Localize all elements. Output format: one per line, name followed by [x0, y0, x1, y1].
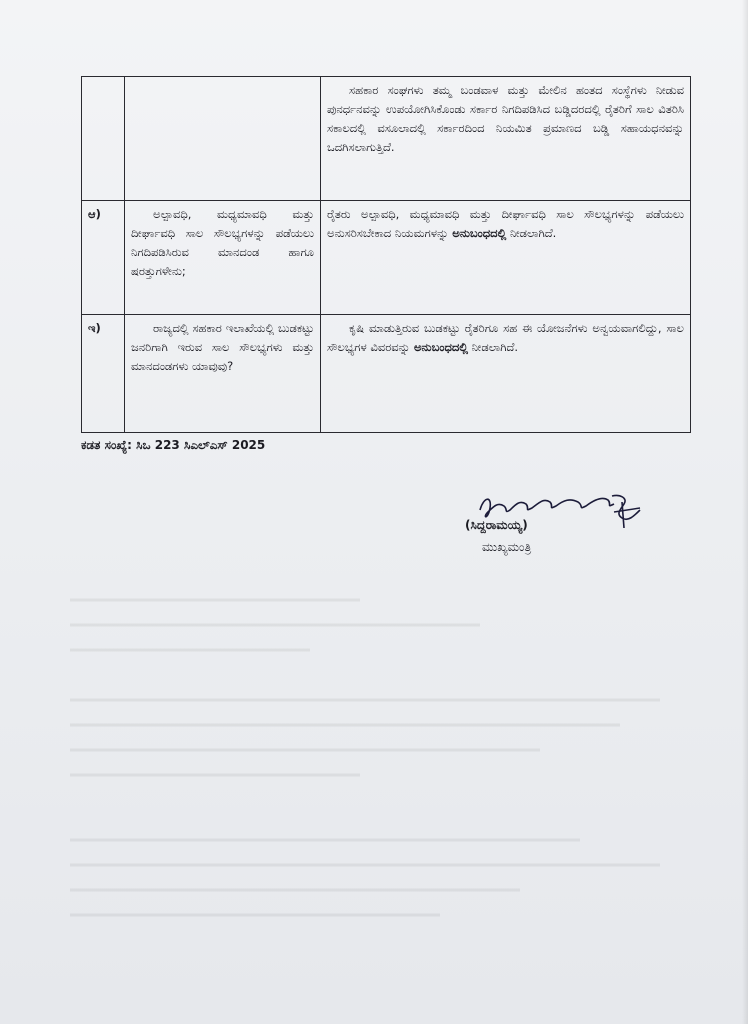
table-row [82, 315, 691, 433]
question-text: ಅಲ್ಪಾವಧಿ, ಮಧ್ಯಮಾವಧಿ ಮತ್ತು ದೀರ್ಘಾವಧಿ ಸಾಲ ಸೌಲಭ್ಯಗಳನ್ನು ಪಡೆಯಲು ನಿಗದಿಪಡಿಸಿರುವ ಮಾನದಂಡ ಹಾಗೂ ಷರತ್ತುಗಳೇನು; [131, 207, 314, 278]
answer-text: ಕೃಷಿ ಮಾಡುತ್ತಿರುವ ಬುಡಕಟ್ಟು ರೈತರಿಗೂ ಸಹ ಈ ಯೋಜನೆಗಳು ಅನ್ವಯವಾಗಲಿದ್ದು, ಸಾಲ ಸೌಲಭ್ಯಗಳ ವಿವರವನ್ನು [327, 321, 684, 354]
table-row [82, 201, 691, 315]
row-index [82, 77, 125, 201]
signatory-title: ಮುಖ್ಯಮಂತ್ರಿ [482, 540, 532, 554]
question-text: ರಾಜ್ಯದಲ್ಲಿ ಸಹಕಾರ ಇಲಾಖೆಯಲ್ಲಿ ಬುಡಕಟ್ಟು ಜನರಿಗಾಗಿ ಇರುವ ಸಾಲ ಸೌಲಭ್ಯಗಳು ಮತ್ತು ಮಾನದಂಡಗಳು ಯಾವುವು? [131, 321, 314, 373]
answer-text-end: ನೀಡಲಾಗಿದೆ. [468, 340, 519, 354]
table-row [82, 77, 691, 201]
row-question [125, 201, 321, 315]
signatory-name: (ಸಿದ್ದರಾಮಯ್ಯ) [465, 518, 528, 532]
file-reference: ಕಡತ ಸಂಖ್ಯೆ: ಸಿಒ 223 ಸಿಎಲ್ಎಸ್ 2025 [81, 438, 266, 452]
row-question [125, 315, 321, 433]
row-question [125, 77, 321, 201]
page-edge-shadow [742, 0, 748, 1024]
question-answer-table [81, 76, 691, 433]
row-answer [321, 315, 691, 433]
row-answer [321, 201, 691, 315]
answer-text: ರೈತರು ಅಲ್ಪಾವಧಿ, ಮಧ್ಯಮಾವಧಿ ಮತ್ತು ದೀರ್ಘಾವಧಿ ಸಾಲ ಸೌಲಭ್ಯಗಳನ್ನು ಪಡೆಯಲು ಅನುಸರಿಸಬೇಕಾದ ನಿಯಮಗಳನ್ನು [327, 207, 684, 240]
row-index: ಆ) [82, 201, 125, 315]
answer-emphasis: ಅನುಬಂಧದಲ್ಲಿ [452, 226, 507, 240]
row-answer [321, 77, 691, 201]
bleed-through-texture [60, 580, 700, 1000]
answer-text-end: ನೀಡಲಾಗಿದೆ. [506, 226, 557, 240]
answer-text: ಸಹಕಾರ ಸಂಘಗಳು ತಮ್ಮ ಬಂಡವಾಳ ಮತ್ತು ಮೇಲಿನ ಹಂತದ ಸಂಸ್ಥೆಗಳು ನೀಡುವ ಪುನರ್ಧನವನ್ನು ಉಪಯೋಗಿಸಿಕೊಂಡು ಸರ್ಕಾರ ನಿಗದಿಪಡಿಸಿದ ಬಡ್ಡಿದರದಲ್ಲಿ ರೈತರಿಗೆ ಸಾಲ ವಿತರಿಸಿ ಸಕಾಲದಲ್ಲಿ ವಸೂಲಾದಲ್ಲಿ ಸರ್ಕಾರದಿಂದ ನಿಯಮಿತ ಪ್ರಮಾಣದ ಬಡ್ಡಿ ಸಹಾಯಧನವನ್ನು ಒದಗಿಸಲಾಗುತ್ತಿದೆ. [327, 83, 684, 154]
row-index: ಇ) [82, 315, 125, 433]
answer-emphasis: ಅನುಬಂಧದಲ್ಲಿ [413, 340, 468, 354]
